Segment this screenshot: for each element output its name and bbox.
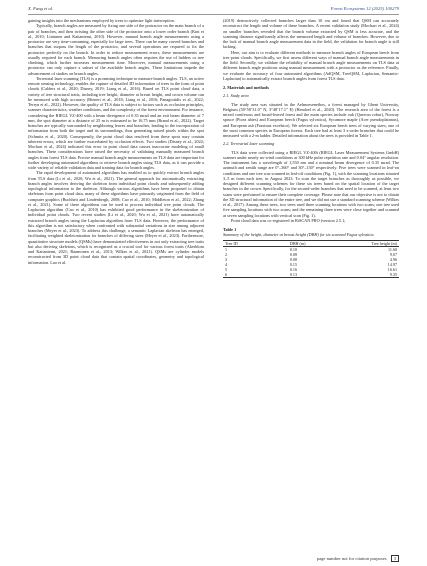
paragraph: TLS data were collected using a RIEGL VZ-400i (RIEGL Laser Measurement Systems GmbH) scanner under nearly no-wind conditions at 300 kHz pulse repetition rate and 0.04° angular resolution. The instrument has a wavelength of 1,550 nm and a nominal beam divergence of 0.35 mrad. The azimuth and zenith range are 0°–360° and 30°–130° respectively. Five trees were scanned in leaf-on conditions and one tree was scanned in leaf-off conditions (Fig. 1), with the scanning locations situated 3–5 m from each tree, in August 2023. To scan the target branches as thoroughly as possible, we designed different scanning schemes for these six trees based on the spatial location of the target branches in the crown. Specifically, for the second-order branches that need to be scanned, at least two scans were performed to ensure their complete coverage. Please note that our objective is not to obtain the 3D structural information of the entire tree, and we did not use a standard scanning scheme (Wilkes et al., 2017). Among these trees, two trees used three scanning locations with two scans; one tree used five sampling locations with two scans; and the remaining three trees were close together and scanned at seven sampling locations with vertical scan (Fig. 1).	[223, 149, 399, 218]
table-cell: 3	[225, 256, 228, 262]
table-cell: 6	[223, 272, 252, 278]
table-cell: 0.16	[289, 266, 298, 272]
table-cell: 4.96	[389, 256, 397, 262]
paragraph: Terrestrial laser scanning (TLS) is a promising technique to measure branch angles. TLS, an active remote sensing technology, enables the capture of detailed 3D information of trees in the form of point clouds (Calders et al., 2020; Disney, 2019; Liang et al., 2016). Based on TLS point cloud data, a variety of tree structural traits, including tree height, diameter at breast height, and crown volume can be measured with high accuracy (Bienert et al., 2018; Liang et al., 2016; Panagiotidis et al., 2022; Terryn et al., 2022). However, the quality of TLS data is subject to factors such as occlusion principles, scanner characteristics, weather conditions, and the complexity of the forest environment. For instance, considering the RIEGL VZ-400 with a beam divergence of 0.35 mrad and an exit beam diameter of 7 mm, the spot diameter at a distance of 25 m is estimated to be 16.75 mm (Brand et al., 2022). Target branches are typically surrounded by neighboring leaves and branches, leading to the incorporation of information from both the target and its surroundings, thus generating mixed pixels within the spot (Schmitz et al., 2020). Consequently, the point cloud data resolved from these spots may contain inherent errors, which are further exacerbated by occlusion effects. Two studies (Disney et al., 2022; Mochart et al., 2024) indicated this error in point cloud data causes inaccurate modeling of small branches. These considerations have raised the necessity of validating manually measured branch angles from forest TLS data. Precise manual branch angle measurements on TLS data are important for further developing automated algorithms to retrieve branch angles using TLS data, as it can provide a wide variety of reliable validation data and training data for branch angles.	[28, 75, 204, 170]
header-rule	[28, 14, 399, 15]
table-cell: 0.10	[289, 246, 298, 252]
column-header: DBH (m)	[252, 240, 348, 246]
table-caption: Summary of the height, diameter at breast height (DBH) for six scanned Fagus sylvatica.	[223, 232, 375, 238]
column-header: Tree height (m)	[348, 240, 399, 246]
paragraph: Here, our aim is to evaluate different methods to measure branch angles of European beech from tree point clouds. Specifically, we first assess different ways of manual branch angle measurements in the field. Secondly, we validate the reliability of manual branch angle measurements on TLS data at different branch angle positions using manual measurement with a protractor as the reference. Finally, we evaluate the accuracy of four automated algorithms (AdQSM, TreeQSM, Laplacian, Semantic-Laplacian) to automatically extract branch angles from forest TLS data.	[223, 49, 399, 81]
table-cell: 16.61	[387, 266, 397, 272]
journal-link[interactable]: Forest Ecosystems 12 (2025) 100279	[330, 6, 399, 11]
footer-note: page number not for citation purposes	[316, 556, 387, 561]
section-heading: 2. Materials and methods	[223, 85, 270, 90]
tree-summary-table	[223, 240, 399, 278]
paragraph: (2019) destructively collected branches larger than 10 cm and found that QSM can accurately reconstruct the length and volume of these branches. A recent validation study (Mochart et al., 2024) on smaller branches revealed that the branch volume extracted by QSM is less accurate, and the scanning distance significantly affects the measured length and volume of branches. However, due to the lack of manual branch angle measurement data in the field, the validation for branch angle is still lacking.	[223, 18, 399, 50]
table-cell: 5	[225, 266, 228, 272]
table-cell: 0.08	[289, 256, 298, 262]
table-cell: 4	[225, 261, 228, 267]
paragraph: Point cloud data was co-registered in RiSCAN PRO (version 2.5.1;	[231, 217, 346, 223]
table-cell: 2	[225, 251, 228, 257]
paragraph: gaining insights into the mechanisms employed by trees to optimize light interception.	[28, 18, 175, 23]
table-cell: 0.08	[289, 251, 298, 257]
paragraph: The rapid development of automated algorithms has enabled us to quickly extract branch angles from TLS data (Li et al., 2020; Wu et al., 2021). The general approach for automatically extracting branch angles involves deriving the skeleton from individual point clouds and subsequently adding topological information to the skeleton. Although various algorithms have been proposed to obtain skeletons from point cloud data, many of these algorithms have primarily originated from the field of computer graphics (Buchheit and Lindenbergh, 2008; Cao et al., 2010; Middleton et al., 2022; Zhang et al., 2021). Some of these algorithms can be used to process individual tree point clouds. The Laplacian algorithm (Cao et al., 2010) has exhibited good performance in the skeletonization of individual point clouds. Two recent studies (Li et al., 2020; Wu et al., 2021) have automatically extracted branch angles using the Laplacian algorithm from TLS data. However, the performance of this algorithm is not satisfactory when confronted with substantial variations in size among adjacent branches (Meyer et al., 2023). To address this challenge, a semantic Laplacian skeleton has emerged, facilitating weighted skeletonization for branches of differing sizes (Meyer et al., 2023). Furthermore, quantitative structure models (QSMs) have demonstrated effectiveness in not only extracting tree traits but also deriving skeletons, which is recognized as a crucial tool for various forest traits (Akerblom and Kaitaniemi, 2021; Raumonen et al., 2013; Wilkes et al., 2021). QSMs are cylinder models reconstructed from 3D point cloud data that contain spatial coordinates, geometry and topological information. Lau et al.	[28, 170, 204, 265]
page-footer	[317, 556, 399, 561]
table-cell: 0.13	[252, 272, 348, 278]
subsection-heading: 2.1. Study area	[223, 93, 249, 99]
running-header-journal[interactable]	[331, 6, 399, 11]
table-title: Table 1	[223, 227, 237, 232]
paragraph: Typically, branch angles are measured by fixing one side of the protractor on the main branch of a pair of branches, and then twisting the other side of the protractor onto a lower order branch (Kint et al., 2010; Lintunen and Kaitaniemi, 2010). However, manual branch angle measurements using a protractor are very time-consuming, especially for large trees. There can be many curved branches and branches that surpass the length of the protractor, and several operations are required to fix the protractor perfectly on the branch. In order to reduce measurement errors, these measurements are usually required for each branch. Measuring branch angles often requires the use of ladders or tree climbing, which further increases measurement time. Moreover, manual measurements using a protractor can only capture a subset of the available branch angles. These limitations impede the advancement of studies on branch angles.	[28, 23, 204, 76]
table-cell: 1	[225, 246, 228, 252]
table-row	[223, 272, 399, 278]
table-cell: 11.60	[387, 246, 397, 252]
page-number: 3	[391, 555, 399, 562]
table-cell: 14.97	[387, 261, 397, 267]
table-cell: 9.35	[348, 272, 399, 278]
paragraph: The study area was situated in the Aelmoeseneibos, a forest managed by Ghent University, Belgium (50°58’31.0” N, 3°48’17.1” E) (Hendoel et al., 2020). The research area of the forest is a mixed coniferous and broad-leaved forest and the main species include oak (Quercus robur), Norway spruce (Picea abies) and European beech (Fagus sylvatica), Sycamore maple (Acer pseudoplatanus), and European ash (Fraxinus excelsior). We selected six European beech trees of varying sizes, one of the most common species in European forests. Each tree had at least 3 x-order branches that could be measured with a 2-m ladder. Detailed information about the trees is provided in Table 1.	[223, 101, 399, 138]
right-column	[223, 18, 399, 278]
left-column	[28, 18, 204, 265]
running-header-authors: X. Fang et al.	[28, 6, 54, 11]
table-cell: 9.07	[389, 251, 397, 257]
column-header: Tree ID	[223, 240, 252, 246]
subsection-heading: 2.2. Terrestrial laser scanning	[223, 141, 275, 147]
table-cell: 0.15	[289, 261, 298, 267]
